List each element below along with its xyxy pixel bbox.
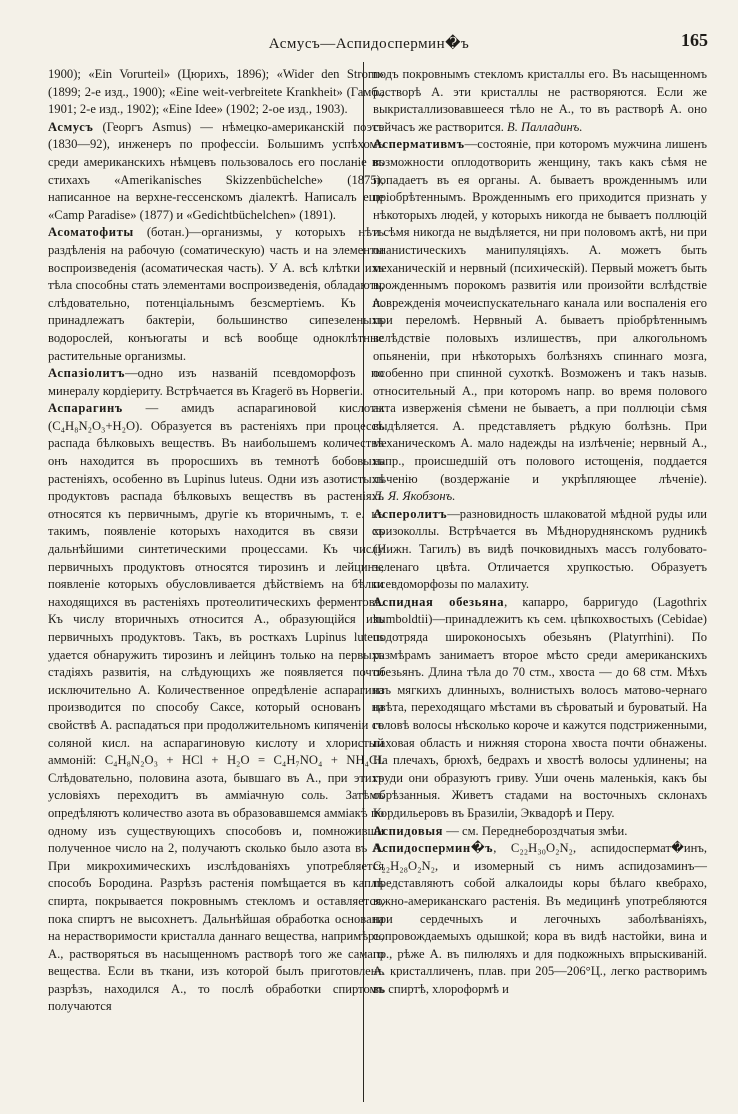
article-headword: Асмусъ [48, 119, 94, 134]
article-paragraph [373, 506, 707, 594]
article-headword: Асперолитъ [373, 506, 448, 521]
author-signature: В. Палладинъ. [507, 119, 583, 134]
article-text: подъ покровнымъ стекломъ кристаллы его. Въ насыщенномъ растворѣ А. эти кристаллы не растворяются. Если же выкристаллизовавшееся тѣло не А., то въ растворѣ А. оно сейчасъ же растворится. [373, 67, 707, 134]
article-text: , капарро, барригудо (Lagothrix humboldtii)—принадлежитъ къ сем. цѣпкохвостыхъ (Cebidae) подотряда широконосыхъ обезьянъ (Platyrrhini). По размѣрамъ занимаетъ второе мѣсто среди американскихъ обезьянъ. Длина тѣла до 70 стм., хвоста — до 68 стм. Мѣхъ изъ мягкихъ длинныхъ, волнистыхъ волосъ матово-чернаго цвѣта, переходящаго мѣстами въ сѣроватый и буроватый. На головѣ волосы нѣсколько короче и кажутся подстриженными, паховая область и нижняя сторона хвоста почти обнажены. На плечахъ, брюхѣ, бедрахъ и хвостѣ волосы удлинены; на груди они образуютъ гриву. Уши очень маленькія, какъ бы обрѣзанныя. Живетъ стадами на восточныхъ склонахъ Кордильеровъ въ Бразиліи, Эквадорѣ и Перу. [373, 594, 708, 820]
article-paragraph [48, 119, 384, 225]
article-paragraph [373, 66, 707, 136]
article-paragraph [373, 136, 707, 505]
article-paragraph [373, 840, 707, 998]
article-text: — см. Переднебороздчатыя змѣи. [443, 823, 628, 838]
article-paragraph [48, 224, 384, 365]
article-headword: Аспермативмъ [373, 137, 465, 152]
article-text: —состояніе, при которомъ мужчина лишенъ возможности оплодотворить женщину, такъ какъ сѣмя не попадаетъ въ ея органы. А. бываетъ врожденнымъ или пріобрѣтеннымъ. Врожденнымъ его приходится признать у нѣкоторыхъ людей, у которыхъ никогда не бываетъ поллюцій и сѣмя никогда не выдѣляется, ни при половомъ актѣ, ни при онанистическихъ манипуляціяхъ. А. можетъ быть механическій и нервный (психическій). Первый можетъ быть врожденнымъ порокомъ развитія или произойти вслѣдствіе поврежденія мочеиспускательнаго канала или воспаленія его при переломѣ. Нервный А. бываетъ пріобрѣтеннымъ вслѣдствіе половыхъ излишествъ, при алкогольномъ опьяненіи, при нѣкоторыхъ болѣзняхъ спиннаго мозга, особенно при спинной сухоткѣ. Возможенъ и такъ назыв. относительный А., при которомъ напр. во время полового акта изверженія сѣмени не бываетъ, а при поллюціи сѣмя выдѣляется. А. представляетъ рѣдкую болѣзнь. При механическомъ А. мало надежды на излѣченіе; нервный А., напр., происшедшій отъ полового истощенія, поддается лѣченію (воздержаніе и укрѣпляющее лѣченіе). [373, 137, 707, 486]
article-text: (ботан.)—организмы, у которыхъ нѣтъ раздѣленія на рабочую (соматическую) часть и на элементы воспроизведенія (асоматическая часть). У А. всѣ клѣтки ихъ тѣла способны стать элементами воспроизведенія, обладають, слѣдовательно, потенціальнымъ безсмертіемъ. Къ А. принадлежатъ бактеріи, большинство сипезеленыхъ водорослей, конъюгаты и всѣ вообще одноклѣтные растительные организмы. [48, 225, 384, 363]
article-headword: Асоматофиты [48, 225, 134, 240]
article-paragraph [48, 66, 384, 119]
article-paragraph [373, 594, 707, 823]
article-headword: Аспазіолитъ [48, 366, 126, 381]
right-column [373, 66, 707, 998]
article-headword: Аспидная обезьяна [373, 594, 505, 609]
article-text: —одно изъ названій псевдоморфозъ по минералу кордіериту. Встрѣчается въ Kragerö въ Норвегіи. [48, 366, 384, 398]
article-headword: Аспарагинъ [48, 401, 123, 416]
author-signature: Л. Я. Якобзонъ. [373, 489, 456, 504]
article-text: , C₂₂H₃₀O₂N₂, аспидоспермат�инъ, C₂₂H₂₈O₂N₂, и изомерный съ нимъ аспидозаминъ—представляютъ собой алкалоиды коры бѣлаго квебрахо, южно-американскаго растенія. Въ медицинѣ употребляются при сердечныхъ и легочныхъ заболѣваніяхъ, сопровождаемыхъ одышкой; кора въ видѣ настойки, вина и пр., рѣже А. въ пилюляхъ и для подкожныхъ впрыскиваній. А. кристалличенъ, плав. при 205—206°Ц., легко растворимъ въ спиртѣ, хлороформѣ и [373, 841, 707, 996]
article-paragraph [48, 365, 384, 400]
page-number: 165 [681, 30, 708, 50]
article-paragraph [373, 823, 707, 841]
article-text: 1900); «Ein Vorurteil» (Цюрихъ, 1896); «Wider den Strom» (1899; 2-е изд., 1900); «Eine weit-verbreitete Krankheit» (Гамб., 1901; 2-е изд., 1902); «Eine Idee» (1902; 2-ое изд., 1903). [48, 67, 384, 117]
article-paragraph [48, 400, 384, 1016]
article-headword: Аспидоспермин�ъ [373, 841, 494, 856]
page-header [0, 0, 738, 64]
article-headword: Аспидовыя [373, 823, 444, 838]
left-column [48, 66, 384, 1016]
article-text: (Георгъ Asmus) — нѣмецко-американскій поэтъ (1830—92), инженеръ по профессіи. Большимъ успѣхомъ среди американскихъ нѣмцевъ пользовалось его посланіе въ стихахъ «Amerikanisches Skizzenbüchelche» (1875), написанное на верхне-гессенскомъ діалектѣ. Написалъ еще «Camp Paradise» (1877) и «Gedichtbüchelchen» (1891). [48, 119, 384, 222]
running-title: Асмусъ—Аспидоспермин�ъ [268, 36, 470, 52]
article-text: —разновидность шлаковатой мѣдной руды или хризоколлы. Встрѣчается въ Мѣдноруднянскомъ рудникѣ (Нижн. Тагилъ) въ видѣ почковидныхъ массъ голубовато-зеленаго цвѣта. Отличается хрупкостью. Образуетъ псевдоморфозы по малахиту. [373, 506, 707, 592]
article-text: — амидъ аспарагиновой кислоты (C₄H₈N₂O₃+H₂O). Образуется въ растеніяхъ при процессѣ распада бѣлковыхъ веществъ. Въ наибольшемъ количествѣ онъ находится въ проросшихъ въ темнотѣ бобовыхъ растеніяхъ, особенно въ Lupinus luteus. Одни изъ азотистыхъ продуктовъ распада бѣлковыхъ веществъ въ растеніяхъ относятся къ первичнымъ, другіе къ вторичнымъ, т. е. къ такимъ, появленіе которыхъ находится въ связи съ дальнѣйшими синтетическими процессами. Къ числу первичныхъ продуктовъ относятся тирозинъ и лейцинъ, появленіе которыхъ обусловливается дѣйствіемъ на бѣлки находящихся въ растеніяхъ протеолитическихъ ферментовъ. Къ числу вторичныхъ относится А., образующійся изъ первичныхъ продуктовъ. Такъ, въ росткахъ Lupinus luteus удается обнаружить тирозинъ и лейцинъ только на первыхъ стадіяхъ развитія, на слѣдующихъ же появляется почти исключительно А. Количественное опредѣленіе аспарагина производится по способу Саксе, который основанъ на свойствѣ А. распадаться при продолжительномъ кипяченіи съ соляной кисл. на аспарагиновую кислоту и хлористый аммоній: C₄H₈N₂O₃ + HCl + H₂O = C₄H₇NO₄ + NH₄Cl. Слѣдовательно, половина азота, бывшаго въ А., при этихъ условіяхъ переходитъ въ амміачную соль. Затѣмъ опредѣляютъ количество азота въ образовавшемся амміакѣ по одному изъ существующихъ способовъ и, помноживши полученное число на 2, получаютъ сколько было азота въ А. При микрохимическихъ изслѣдованіяхъ употребляется способъ Бородина. Разрѣзъ растенія помѣщается въ каплѣ спирта, покрывается покровнымъ стекломъ и оставляется, пока спиртъ не высохнетъ. Дальнѣйшая обработка основана на нерастворимости кристалла даннаго вещества, напримѣръ, А., растворяться въ насыщенномъ растворѣ того же самаго вещества. Если въ ткани, изъ которой былъ приготовленъ разрѣзъ, находился А., то послѣ обработки спиртомъ получаются [48, 401, 384, 1014]
